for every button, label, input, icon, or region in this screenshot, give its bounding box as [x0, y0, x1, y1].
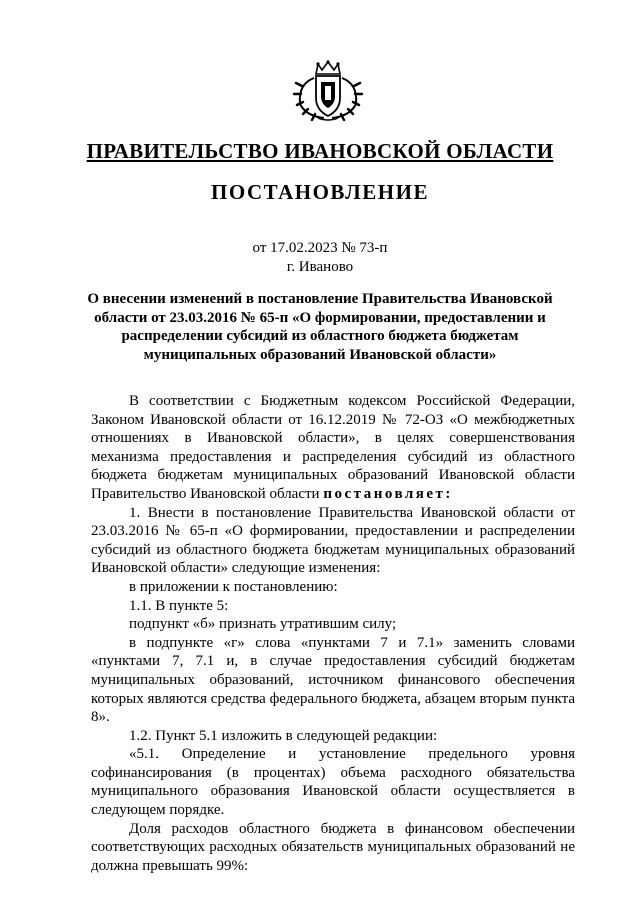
- resolves-word: постановляет:: [323, 485, 453, 502]
- document-body: [91, 392, 575, 875]
- document-date-number: от 17.02.2023 № 73-п: [252, 240, 388, 256]
- document-type: ПОСТАНОВЛЕНИЕ: [211, 180, 429, 204]
- preamble-text: В соответствии с Бюджетным кодексом Российской Федерации, Законом Ивановской области от 16.12.2019 № 72-ОЗ «О межбюджетных отношениях в Ивановской области», в целях совершенствования механизма предоставления и распределения субсидий из областного бюджета бюджетам муниципальных образований Ивановской области Правительство Ивановской области: [91, 393, 575, 502]
- organization-name: ПРАВИТЕЛЬСТВО ИВАНОВСКОЙ ОБЛАСТИ: [86, 139, 554, 163]
- body-paragraph: «5.1. Определение и установление предельного уровня софинансирования (в процентах) объема расходного обязательства муниципального образования Ивановской области осуществляется в следующем порядке.: [91, 746, 575, 819]
- body-paragraph: 1.1. В пункте 5:: [129, 597, 229, 614]
- body-paragraph: Доля расходов областного бюджета в финансовом обеспечении соответствующих расходных обязательств муниципальных образований не должна превышать 99%:: [91, 820, 575, 874]
- body-paragraph: 1.2. Пункт 5.1 изложить в следующей редакции:: [129, 727, 438, 744]
- body-paragraph: подпункт «б» признать утратившим силу;: [129, 616, 397, 633]
- document-title: О внесении изменений в постановление Правительства Ивановской области от 23.03.2016 № 65-п «О формировании, предоставлении и распределении субсидий из областного бюджета бюджетам муниципальных образований Ивановской области»: [87, 291, 553, 363]
- preamble-paragraph: [91, 392, 575, 504]
- body-paragraph: в приложении к постановлению:: [129, 578, 338, 595]
- coat-of-arms-emblem: [292, 60, 364, 122]
- document-city: г. Иваново: [286, 259, 354, 275]
- body-paragraph: в подпункте «г» слова «пунктами 7 и 7.1» заменить словами «пунктами 7, 7.1 и, в случае предоставления субсидий бюджетам муниципальных образований, источником финансового обеспечения которых являются средства федерального бюджета, абзацем вторым пункта 8».: [91, 634, 575, 726]
- body-paragraph: 1. Внести в постановление Правительства Ивановской области от 23.03.2016 № 65-п «О формировании, предоставлении и распределении субсидий из областного бюджета бюджетам муниципальных образований Ивановской области» следующие изменения:: [91, 504, 575, 577]
